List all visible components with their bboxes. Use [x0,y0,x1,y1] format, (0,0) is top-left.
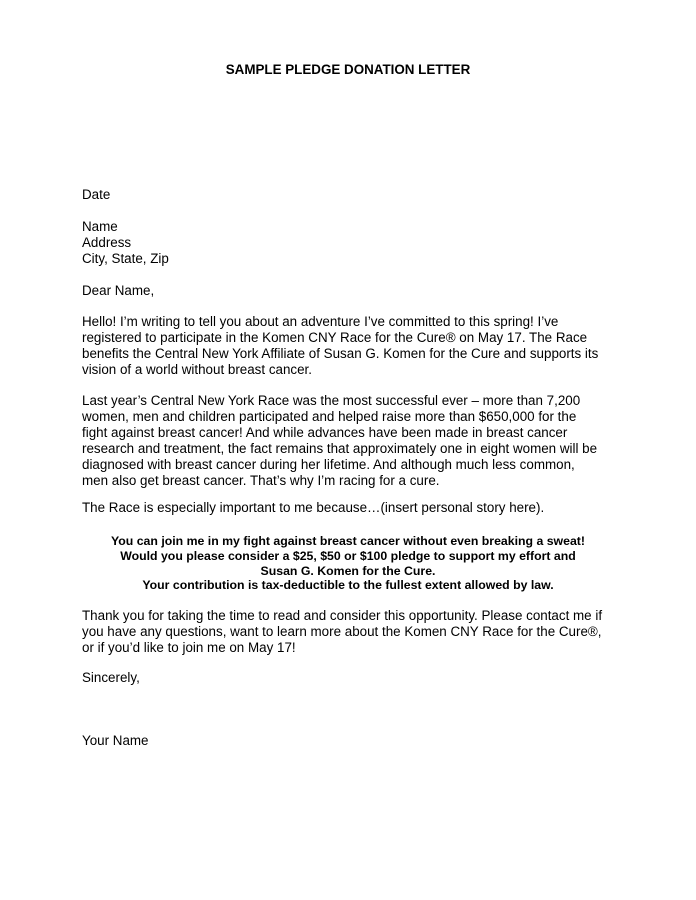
paragraph-line: fight against breast cancer! And while advances have been made in breast cancer [82,425,568,441]
closing: Sincerely, [82,670,140,685]
paragraph-line: Last year’s Central New York Race was the most successful ever – more than 7,200 [82,393,581,408]
recipient-city-state-zip: City, State, Zip [82,251,169,267]
paragraph-line: or if you’d like to join me on May 17! [82,640,296,656]
callout-line: Your contribution is tax-deductible to the fullest extent allowed by law. [142,578,554,593]
recipient-address: Address [82,235,132,251]
paragraph-intro [82,314,622,378]
paragraph-line: you have any questions, want to learn more about the Komen CNY Race for the Cure®, [82,624,602,640]
paragraph-personal: The Race is especially important to me because…(insert personal story here). [82,500,545,515]
paragraph-stats [82,393,622,490]
paragraph-line: Thank you for taking the time to read and consider this opportunity. Please contact me if [82,608,603,623]
paragraph-line: men also get breast cancer. That’s why I’m racing for a cure. [82,473,440,489]
paragraph-line: women, men and children participated and helped raise more than $650,000 for the [82,409,577,425]
recipient-name: Name [82,219,118,234]
letter-title: SAMPLE PLEDGE DONATION LETTER [225,62,471,77]
callout-line: Would you please consider a $25, $50 or $100 pledge to support my effort and [120,548,576,563]
paragraph-line: diagnosed with breast cancer during her lifetime. And although much less common, [82,457,575,473]
paragraph-line: Hello! I’m writing to tell you about an adventure I’ve committed to this spring! I’ve [82,314,559,329]
paragraph-line: benefits the Central New York Affiliate of Susan G. Komen for the Cure and supports its [82,346,599,362]
callout-line: You can join me in my fight against breast cancer without even breaking a sweat! [110,534,585,548]
paragraph-line: research and treatment, the fact remains that approximately one in eight women will be [82,441,598,457]
date-line: Date [82,187,111,202]
paragraph-line: registered to participate in the Komen CNY Race for the Cure® on May 17. The Race [82,330,588,346]
salutation: Dear Name, [82,283,155,298]
recipient-block [82,219,622,267]
signature-name: Your Name [82,733,149,748]
callout-line: Susan G. Komen for the Cure. [260,563,436,578]
paragraph-thanks [82,608,622,656]
paragraph-line: vision of a world without breast cancer. [82,362,312,378]
pledge-callout [0,534,696,593]
